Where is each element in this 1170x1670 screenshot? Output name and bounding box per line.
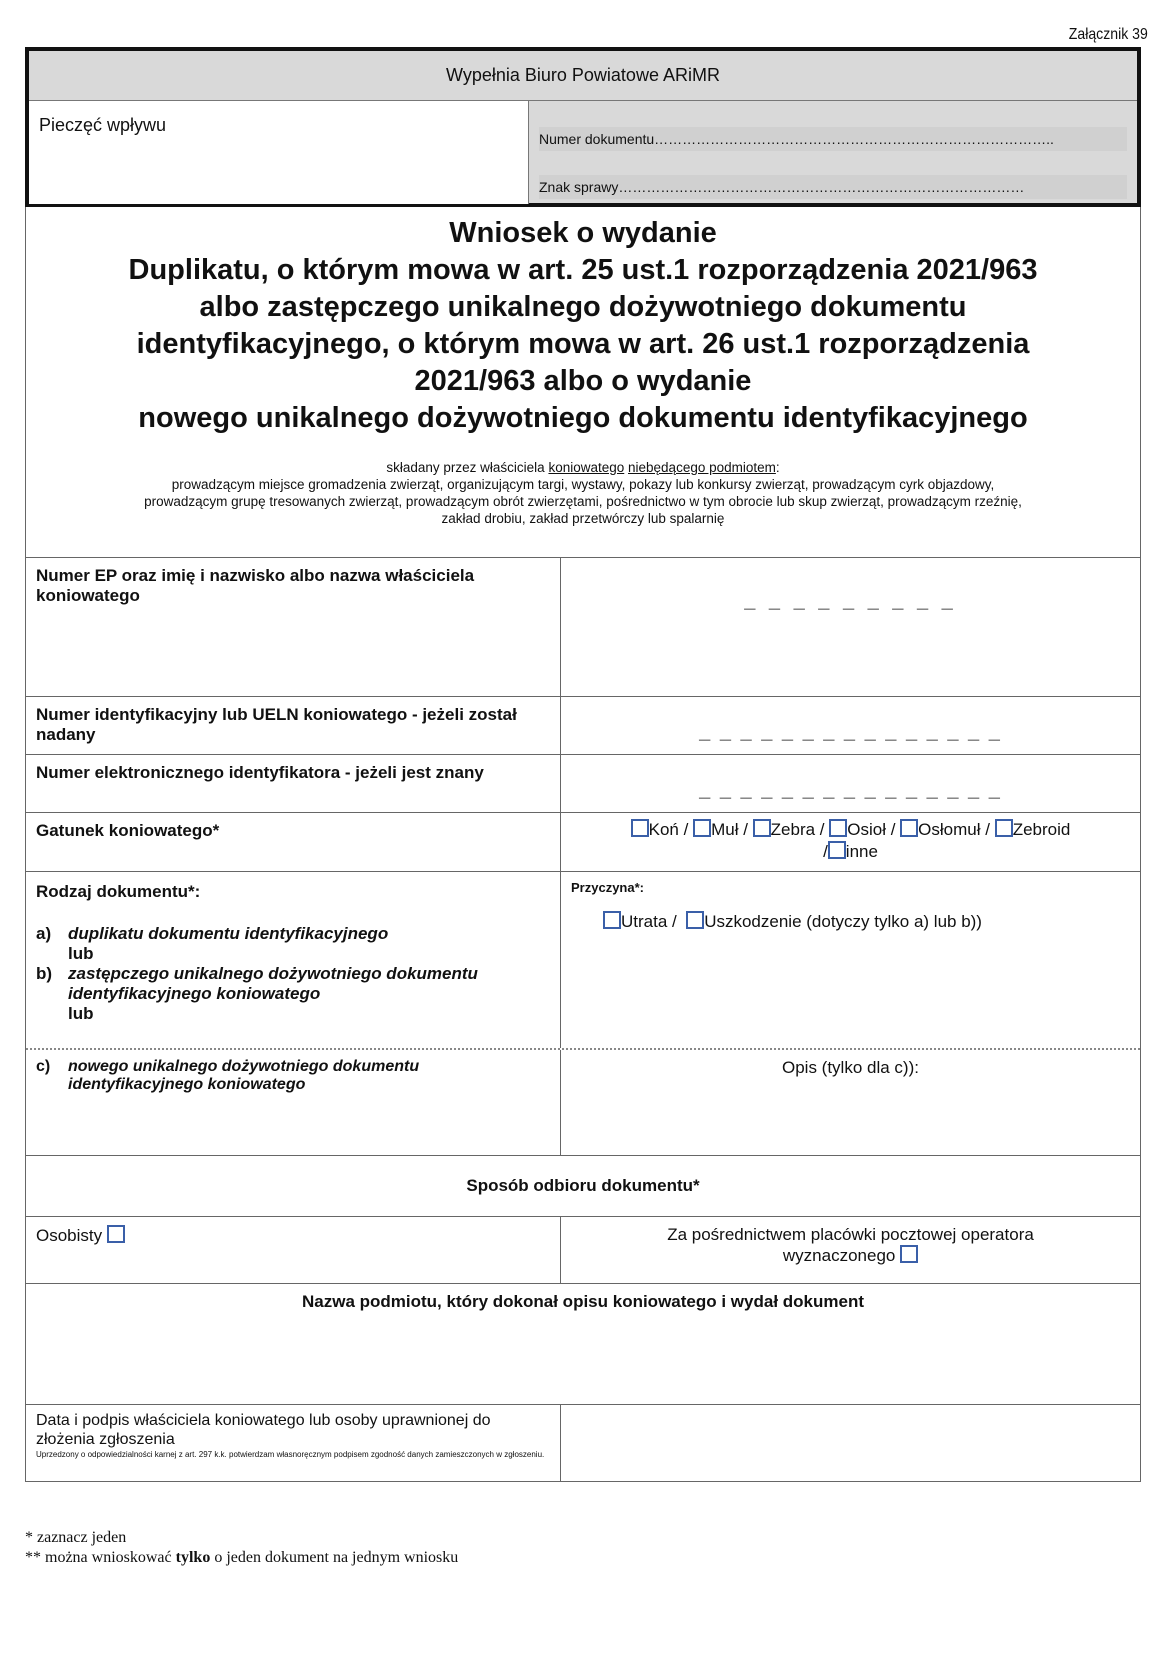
option-label: Muł / [711, 820, 748, 839]
pickup-personal [26, 1217, 561, 1283]
reason-cell [561, 872, 1140, 1048]
option-label: Osioł / [847, 820, 896, 839]
description-label: Opis (tylko dla c)): [782, 1058, 919, 1077]
pickup-postal [561, 1217, 1140, 1283]
form-subtitle [26, 437, 1140, 557]
chip-placeholder: _ _ _ _ _ _ _ _ _ _ _ _ _ _ _ [699, 779, 1002, 801]
footnote-one: * zaznacz jeden [25, 1529, 127, 1546]
title-line: Wniosek o wydanie [449, 217, 717, 249]
checkbox-horse[interactable] [631, 819, 649, 837]
option-label: inne [845, 842, 878, 861]
checkbox-zebroid[interactable] [995, 819, 1013, 837]
ueln-input[interactable] [561, 697, 1140, 754]
owner-label: Numer EP oraz imię i nazwisko albo nazwa właściciela koniowatego [26, 558, 561, 696]
doc-type-c-row [26, 1048, 1140, 1155]
reason-label: Przyczyna*: [571, 880, 644, 895]
chip-row [26, 754, 1140, 812]
signature-label: Data i podpis właściciela koniowatego lub osoby uprawnionej do złożenia zgłoszenia [36, 1412, 491, 1448]
footnote-two [25, 1548, 458, 1568]
annex-label: Załącznik 39 [1068, 26, 1148, 43]
personal-label: Osobisty [36, 1226, 103, 1245]
signature-input[interactable] [561, 1405, 1140, 1481]
checkbox-mule[interactable] [693, 819, 711, 837]
pickup-header: Sposób odbioru dokumentu* [466, 1176, 700, 1195]
title-line: nowego unikalnego dożywotniego dokumentu identyfikacyjnego [138, 402, 1028, 434]
office-use-box [25, 47, 1141, 207]
title-line: identyfikacyjnego, o którym mowa w art. 26 ust.1 rozporządzenia [136, 328, 1030, 360]
footnote-text: o jeden dokument na jednym wniosku [210, 1549, 459, 1566]
pickup-options-row [26, 1216, 1140, 1283]
ueln-placeholder: _ _ _ _ _ _ _ _ _ _ _ _ _ _ _ [699, 721, 1002, 743]
checkbox-donkey[interactable] [829, 819, 847, 837]
title-line: Duplikatu, o którym mowa w art. 25 ust.1 rozporządzenia 2021/963 [128, 254, 1038, 286]
checkbox-damage[interactable] [686, 911, 704, 929]
issuer-row[interactable] [26, 1283, 1140, 1404]
application-form [25, 207, 1141, 1482]
checkbox-zebra[interactable] [753, 819, 771, 837]
option-label: Zebra / [770, 820, 825, 839]
form-title [26, 207, 1140, 437]
owner-row [26, 557, 1140, 696]
doc-type-c-cell [26, 1050, 561, 1155]
or-label: lub [68, 1004, 94, 1023]
or-label: lub [68, 944, 94, 963]
signature-note: Uprzedzony o odpowiedzialności karnej z art. 297 k.k. potwierdzam własnoręcznym podpisem zgodność danych zamieszczonych w zgłoszeniu. [36, 1450, 545, 1459]
document-number-field[interactable]: Numer dokumentu………………………………………………………………………….. [539, 127, 1127, 151]
signature-row [26, 1404, 1140, 1482]
species-label: Gatunek koniowatego* [26, 813, 561, 871]
owner-input[interactable] [561, 558, 1140, 696]
title-line: 2021/963 albo o wydanie [414, 365, 752, 397]
checkbox-other[interactable] [828, 841, 846, 859]
pickup-header-row [26, 1155, 1140, 1216]
doc-type-a [36, 924, 550, 944]
office-header: Wypełnia Biuro Powiatowe ARiMR [29, 51, 1137, 101]
doc-type-b [36, 964, 550, 1004]
subtitle-text: składany przez właściciela [386, 460, 549, 475]
list-marker: b) [36, 964, 53, 983]
postal-label: Za pośrednictwem placówki pocztowej operatora wyznaczonego [667, 1225, 1034, 1265]
stamp-label: Pieczęć wpływu [39, 115, 167, 135]
option-separator: / [823, 842, 828, 861]
case-sign-field[interactable]: Znak sprawy…………………………………………………………………………… [539, 175, 1127, 199]
checkbox-hinny[interactable] [900, 819, 918, 837]
chip-label: Numer elektronicznego identyfikatora - jeżeli jest znany [26, 755, 561, 812]
option-label: Utrata / [621, 912, 677, 931]
receipt-stamp-field[interactable] [29, 101, 529, 204]
owner-placeholder: _ _ _ _ _ _ _ _ _ [744, 590, 957, 612]
ueln-label: Numer identyfikacyjny lub UELN koniowatego - jeżeli został nadany [26, 697, 561, 754]
list-marker: c) [36, 1058, 51, 1075]
footnotes [25, 1528, 458, 1568]
doc-type-row [26, 871, 1140, 1048]
species-row [26, 812, 1140, 871]
chip-input[interactable] [561, 755, 1140, 812]
checkbox-personal[interactable] [107, 1225, 125, 1243]
option-label: Osłomuł / [918, 820, 990, 839]
subtitle-text: prowadzącym miejsce gromadzenia zwierząt, organizującym targi, wystawy, pokazy lub konkursy zwierząt, prowadzącym cyrk objazdowy, [171, 477, 995, 492]
list-text: zastępczego unikalnego dożywotniego dokumentu identyfikacyjnego koniowatego [68, 964, 478, 1003]
subtitle-underline: koniowatego [548, 460, 625, 475]
subtitle-underline: niebędącego podmiotem [628, 460, 776, 475]
doc-type-c [36, 1058, 550, 1094]
footnote-text: ** można wnioskować [25, 1549, 176, 1566]
issuer-header: Nazwa podmiotu, który dokonał opisu koniowatego i wydał dokument [302, 1292, 864, 1311]
option-label: Uszkodzenie (dotyczy tylko a) lub b)) [704, 912, 982, 931]
doc-type-cell [26, 872, 561, 1048]
subtitle-text: zakład drobiu, zakład przetwórczy lub spalarnię [441, 511, 725, 526]
species-options [561, 813, 1140, 871]
option-label: Koń / [648, 820, 689, 839]
doc-type-label: Rodzaj dokumentu*: [36, 882, 201, 901]
checkbox-postal[interactable] [900, 1245, 918, 1263]
title-line: albo zastępczego unikalnego dożywotniego dokumentu [199, 291, 967, 323]
description-input[interactable] [561, 1050, 1140, 1155]
list-marker: a) [36, 924, 52, 943]
list-text: nowego unikalnego dożywotniego dokumentu identyfikacyjnego koniowatego [68, 1058, 420, 1093]
option-label: Zebroid [1012, 820, 1071, 839]
subtitle-text: prowadzącym grupę tresowanych zwierząt, prowadzącym obrót zwierzętami, pośrednictwo w tym obrocie lub skup zwierząt, prowadzącym rzeźnię, [144, 494, 1022, 509]
subtitle-text: : [775, 460, 780, 475]
checkbox-loss[interactable] [603, 911, 621, 929]
ueln-row [26, 696, 1140, 754]
footnote-bold: tylko [175, 1549, 211, 1566]
signature-label-cell [26, 1405, 561, 1481]
list-text: duplikatu dokumentu identyfikacyjnego [68, 924, 389, 943]
